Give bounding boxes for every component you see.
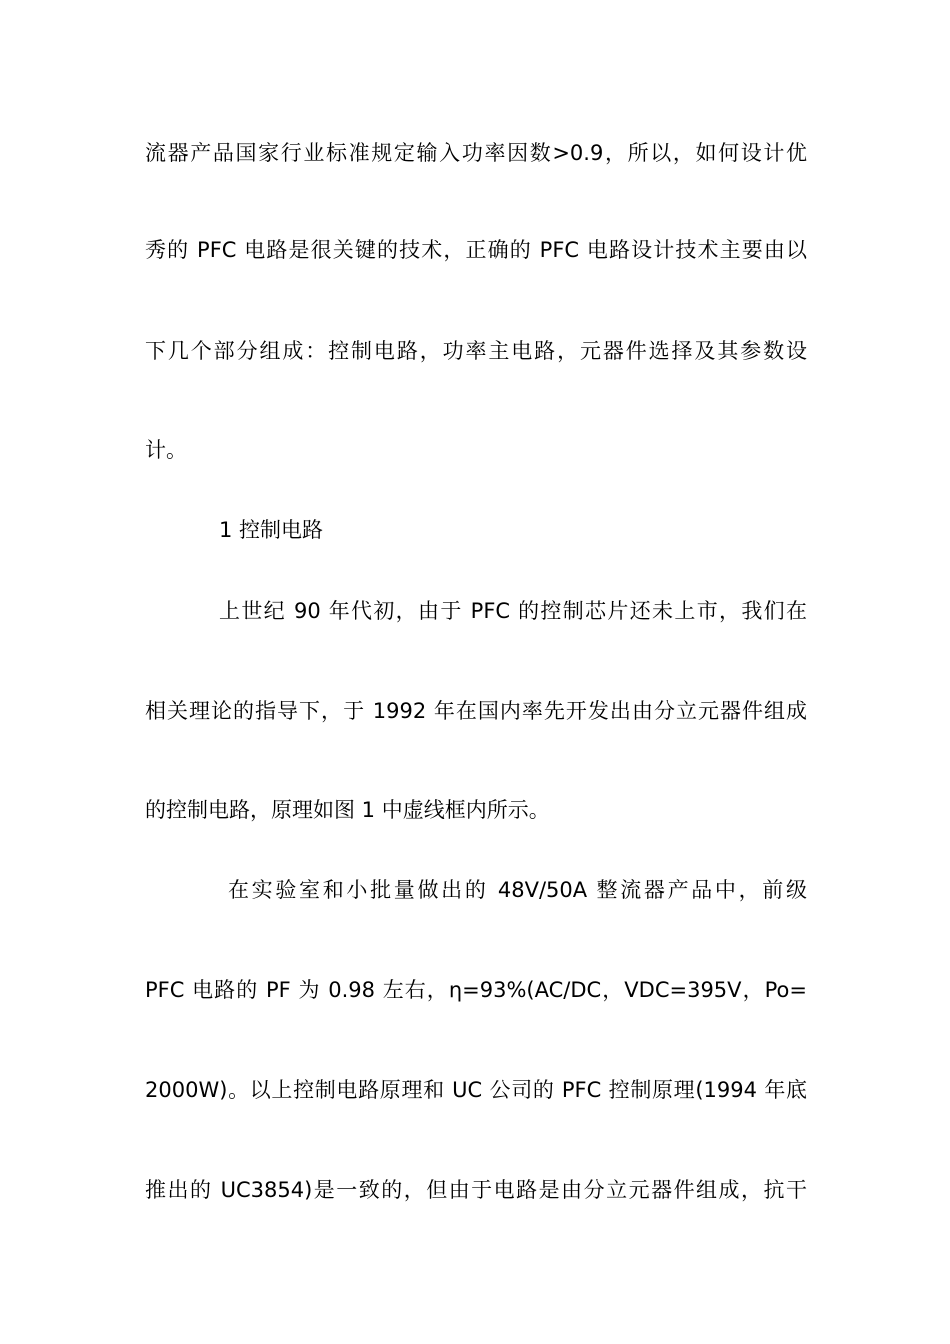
paragraph-line-7: 的控制电路，原理如图 1 中虚线框内所示。 bbox=[145, 798, 550, 822]
paragraph-line-4: 计。 bbox=[145, 438, 187, 462]
paragraph-line-10: 2000W)。以上控制电路原理和 UC 公司的 PFC 控制原理(1994 年底 bbox=[145, 1078, 807, 1102]
paragraph-line-3: 下几个部分组成：控制电路，功率主电路，元器件选择及其参数设 bbox=[145, 339, 807, 363]
paragraph-line-2: 秀的 PFC 电路是很关键的技术，正确的 PFC 电路设计技术主要由以 bbox=[145, 238, 807, 262]
paragraph-line-11: 推出的 UC3854)是一致的，但由于电路是由分立元器件组成，抗干 bbox=[145, 1178, 807, 1202]
paragraph-line-6: 相关理论的指导下，于 1992 年在国内率先开发出由分立元器件组成 bbox=[145, 699, 807, 723]
section-heading: 1 控制电路 bbox=[219, 518, 324, 542]
paragraph-line-8: 在实验室和小批量做出的 48V/50A 整流器产品中，前级 bbox=[228, 878, 807, 902]
paragraph-line-9: PFC 电路的 PF 为 0.98 左右，η=93%(AC/DC，VDC=395V，Po= bbox=[145, 978, 807, 1002]
paragraph-line-1: 流器产品国家行业标准规定输入功率因数>0.9，所以，如何设计优 bbox=[145, 141, 807, 165]
paragraph-line-5: 上世纪 90 年代初，由于 PFC 的控制芯片还未上市，我们在 bbox=[219, 599, 807, 623]
